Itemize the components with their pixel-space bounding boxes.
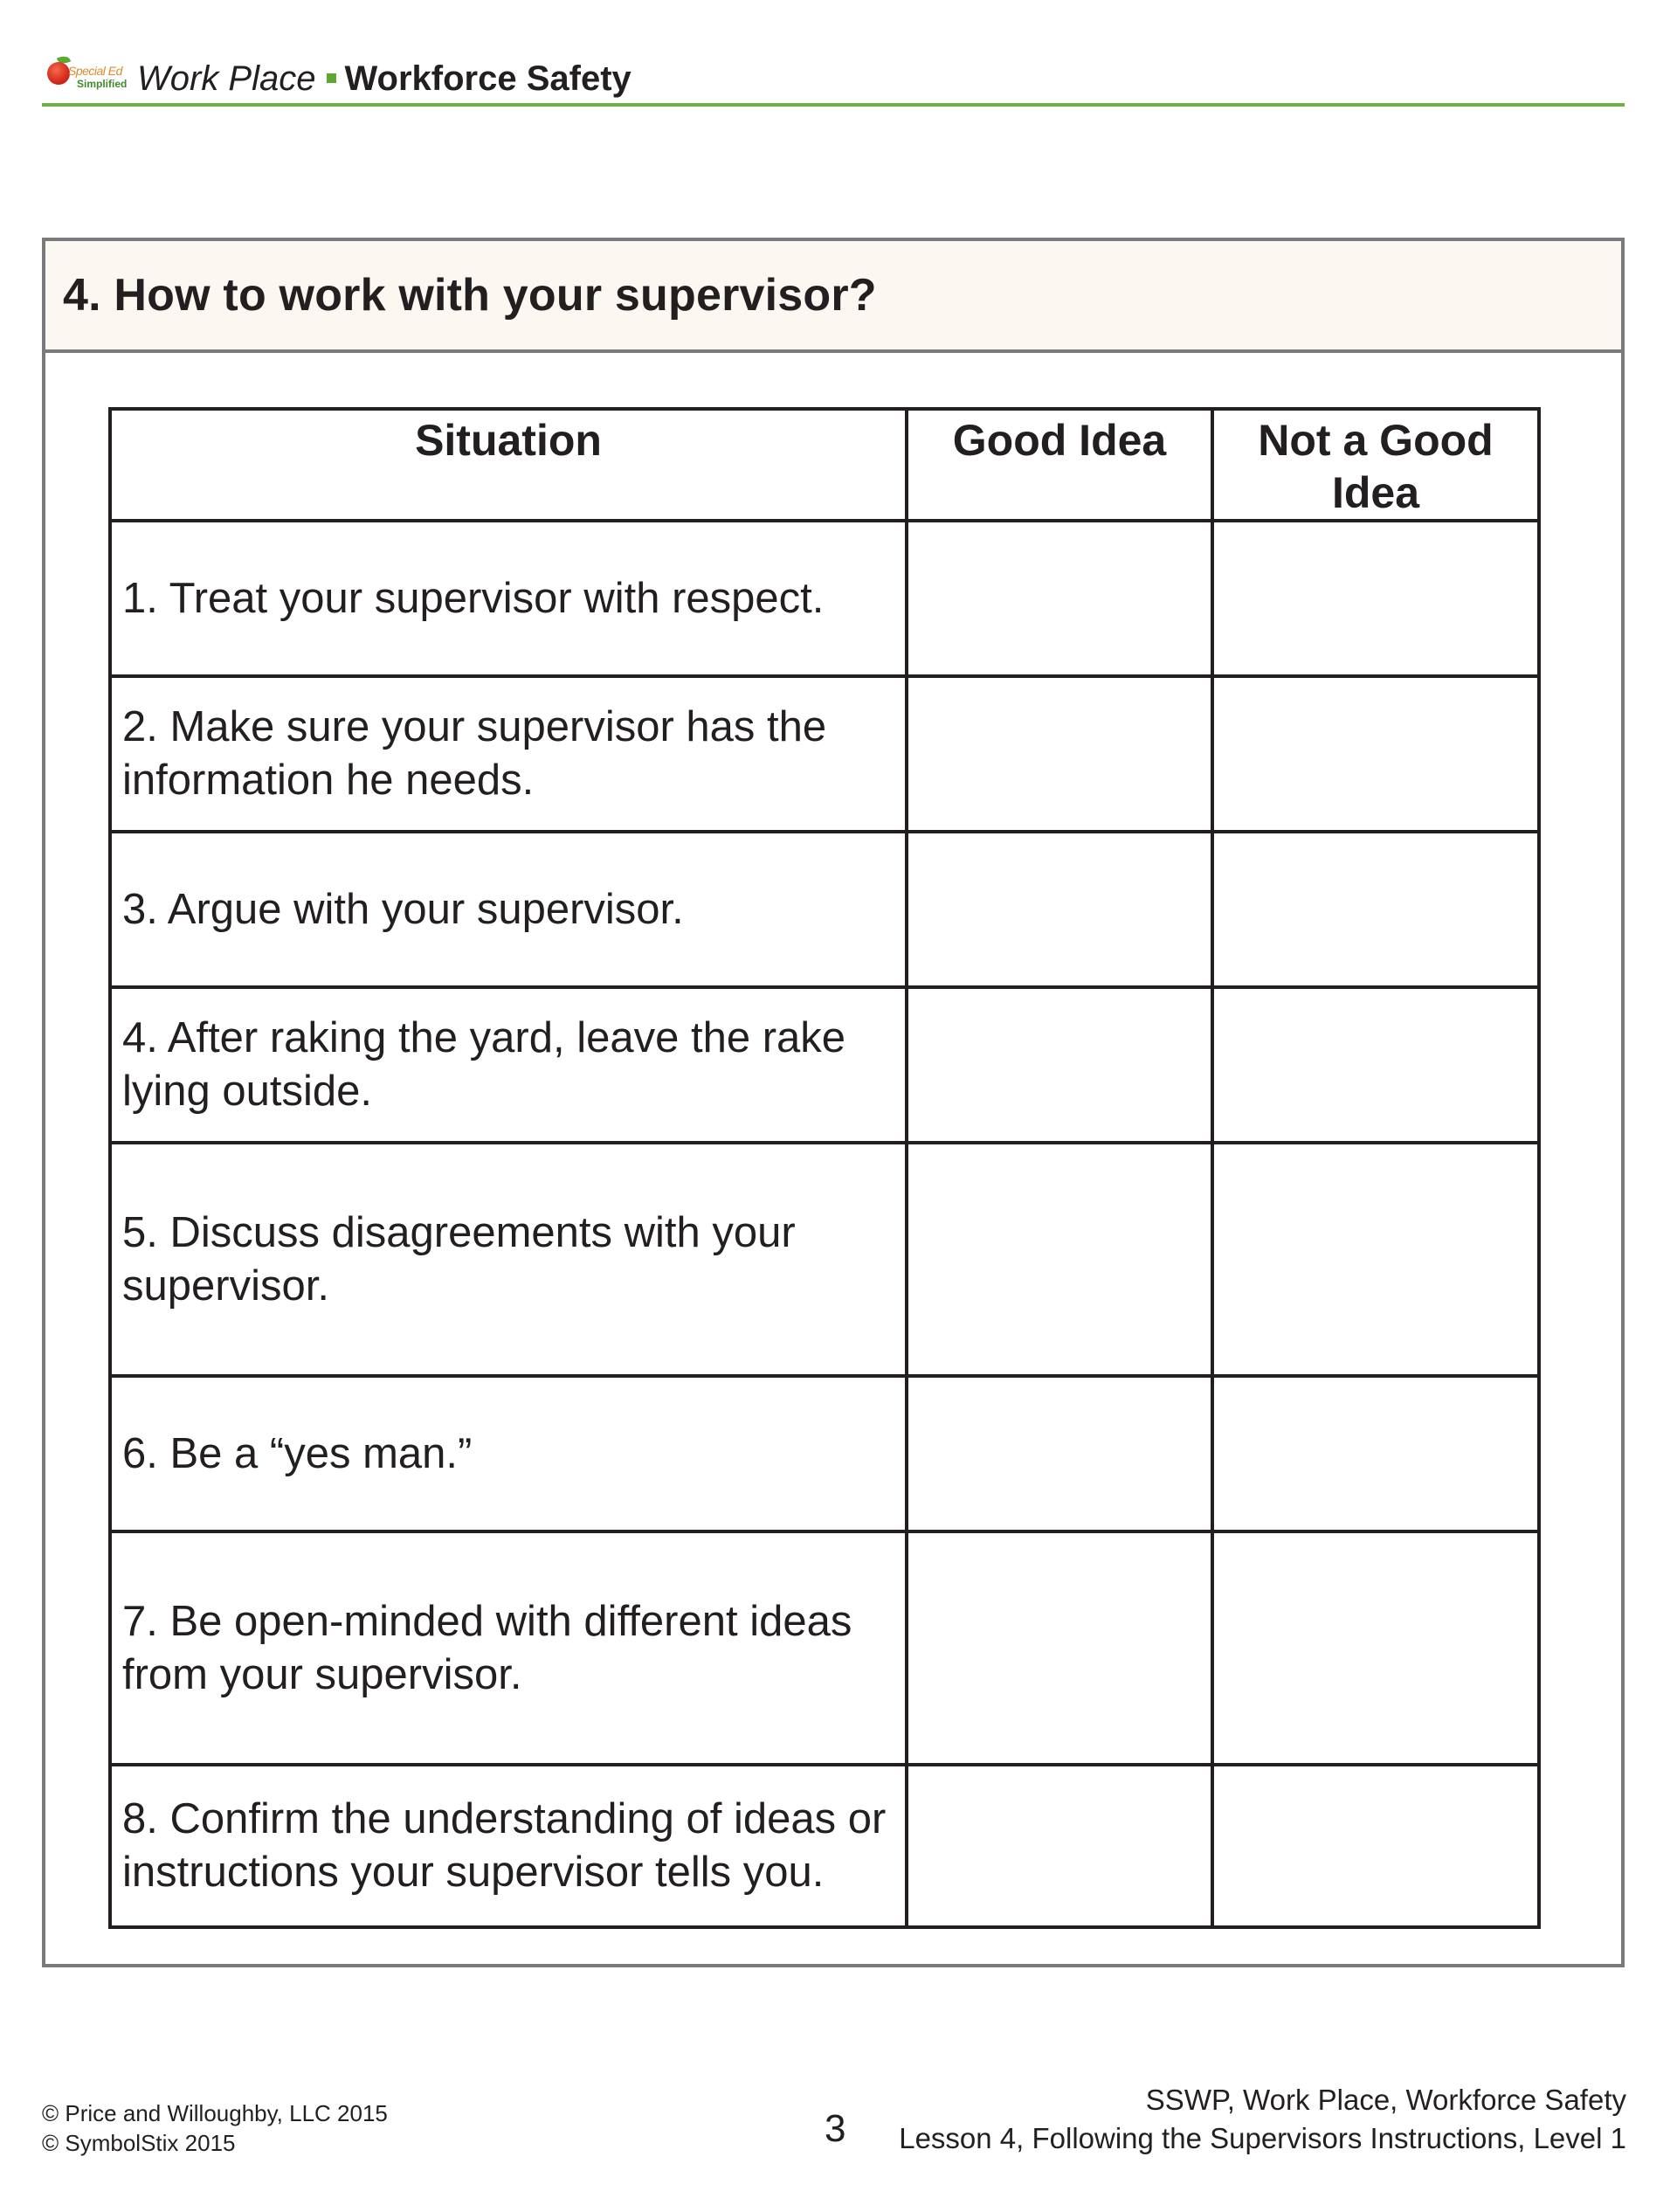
not-good-idea-answer-cell[interactable] bbox=[1212, 1143, 1539, 1376]
good-idea-answer-cell[interactable] bbox=[907, 1531, 1212, 1765]
not-good-idea-answer-cell[interactable] bbox=[1212, 1531, 1539, 1765]
logo-text-top: Special Ed bbox=[68, 64, 122, 78]
activity-box bbox=[42, 238, 1625, 1967]
column-header-good-idea: Good Idea bbox=[907, 409, 1212, 521]
good-idea-answer-cell[interactable] bbox=[907, 832, 1212, 987]
situation-cell: 5. Discuss disagreements with your supervisor. bbox=[110, 1143, 907, 1376]
good-idea-answer-cell[interactable] bbox=[907, 1765, 1212, 1927]
header-section: Work Place bbox=[137, 59, 316, 98]
footer-course: SSWP, Work Place, Workforce Safety bbox=[1145, 2084, 1626, 2116]
footer-copyright bbox=[42, 2098, 388, 2158]
special-ed-simplified-logo bbox=[42, 53, 128, 97]
situation-cell: 1. Treat your supervisor with respect. bbox=[110, 521, 907, 676]
logo-text-bottom: Simplified bbox=[77, 78, 128, 90]
sorting-table bbox=[108, 407, 1541, 1929]
not-good-idea-answer-cell[interactable] bbox=[1212, 1765, 1539, 1927]
not-good-idea-answer-cell[interactable] bbox=[1212, 676, 1539, 832]
situation-cell: 6. Be a “yes man.” bbox=[110, 1376, 907, 1531]
good-idea-answer-cell[interactable] bbox=[907, 521, 1212, 676]
not-good-idea-answer-cell[interactable] bbox=[1212, 521, 1539, 676]
not-good-idea-answer-cell[interactable] bbox=[1212, 1376, 1539, 1531]
table-row bbox=[110, 676, 1539, 832]
situation-cell: 2. Make sure your supervisor has the information he needs. bbox=[110, 676, 907, 832]
activity-title-band bbox=[45, 241, 1621, 353]
footer-course-info bbox=[899, 2081, 1626, 2158]
table-row bbox=[110, 1143, 1539, 1376]
situation-cell: 8. Confirm the understanding of ideas or instructions your supervisor tells you. bbox=[110, 1765, 907, 1927]
good-idea-answer-cell[interactable] bbox=[907, 1376, 1212, 1531]
table-row bbox=[110, 521, 1539, 676]
situation-cell: 3. Argue with your supervisor. bbox=[110, 832, 907, 987]
page-header bbox=[42, 45, 1625, 105]
situation-cell: 7. Be open-minded with different ideas from your supervisor. bbox=[110, 1531, 907, 1765]
good-idea-answer-cell[interactable] bbox=[907, 676, 1212, 832]
header-topic: Workforce Safety bbox=[344, 59, 631, 98]
copyright-symbolstix: © SymbolStix 2015 bbox=[42, 2130, 236, 2156]
good-idea-answer-cell[interactable] bbox=[907, 987, 1212, 1143]
not-good-idea-answer-cell[interactable] bbox=[1212, 832, 1539, 987]
table-row bbox=[110, 1765, 1539, 1927]
footer-lesson: Lesson 4, Following the Supervisors Instructions, Level 1 bbox=[899, 2122, 1626, 2154]
apple-icon bbox=[47, 62, 70, 85]
header-divider bbox=[42, 103, 1625, 107]
table-row bbox=[110, 987, 1539, 1143]
activity-title: 4. How to work with your supervisor? bbox=[63, 270, 877, 321]
good-idea-answer-cell[interactable] bbox=[907, 1143, 1212, 1376]
table-row bbox=[110, 832, 1539, 987]
header-title bbox=[137, 49, 631, 108]
separator-square-icon bbox=[327, 73, 336, 83]
column-header-not-good-idea: Not a Good Idea bbox=[1212, 409, 1539, 521]
column-header-situation: Situation bbox=[110, 409, 907, 521]
table-header-row bbox=[110, 409, 1539, 521]
not-good-idea-answer-cell[interactable] bbox=[1212, 987, 1539, 1143]
table-row bbox=[110, 1376, 1539, 1531]
situation-cell: 4. After raking the yard, leave the rake lying outside. bbox=[110, 987, 907, 1143]
copyright-price-willoughby: © Price and Willoughby, LLC 2015 bbox=[42, 2100, 388, 2126]
page-number: 3 bbox=[825, 2107, 846, 2150]
table-row bbox=[110, 1531, 1539, 1765]
